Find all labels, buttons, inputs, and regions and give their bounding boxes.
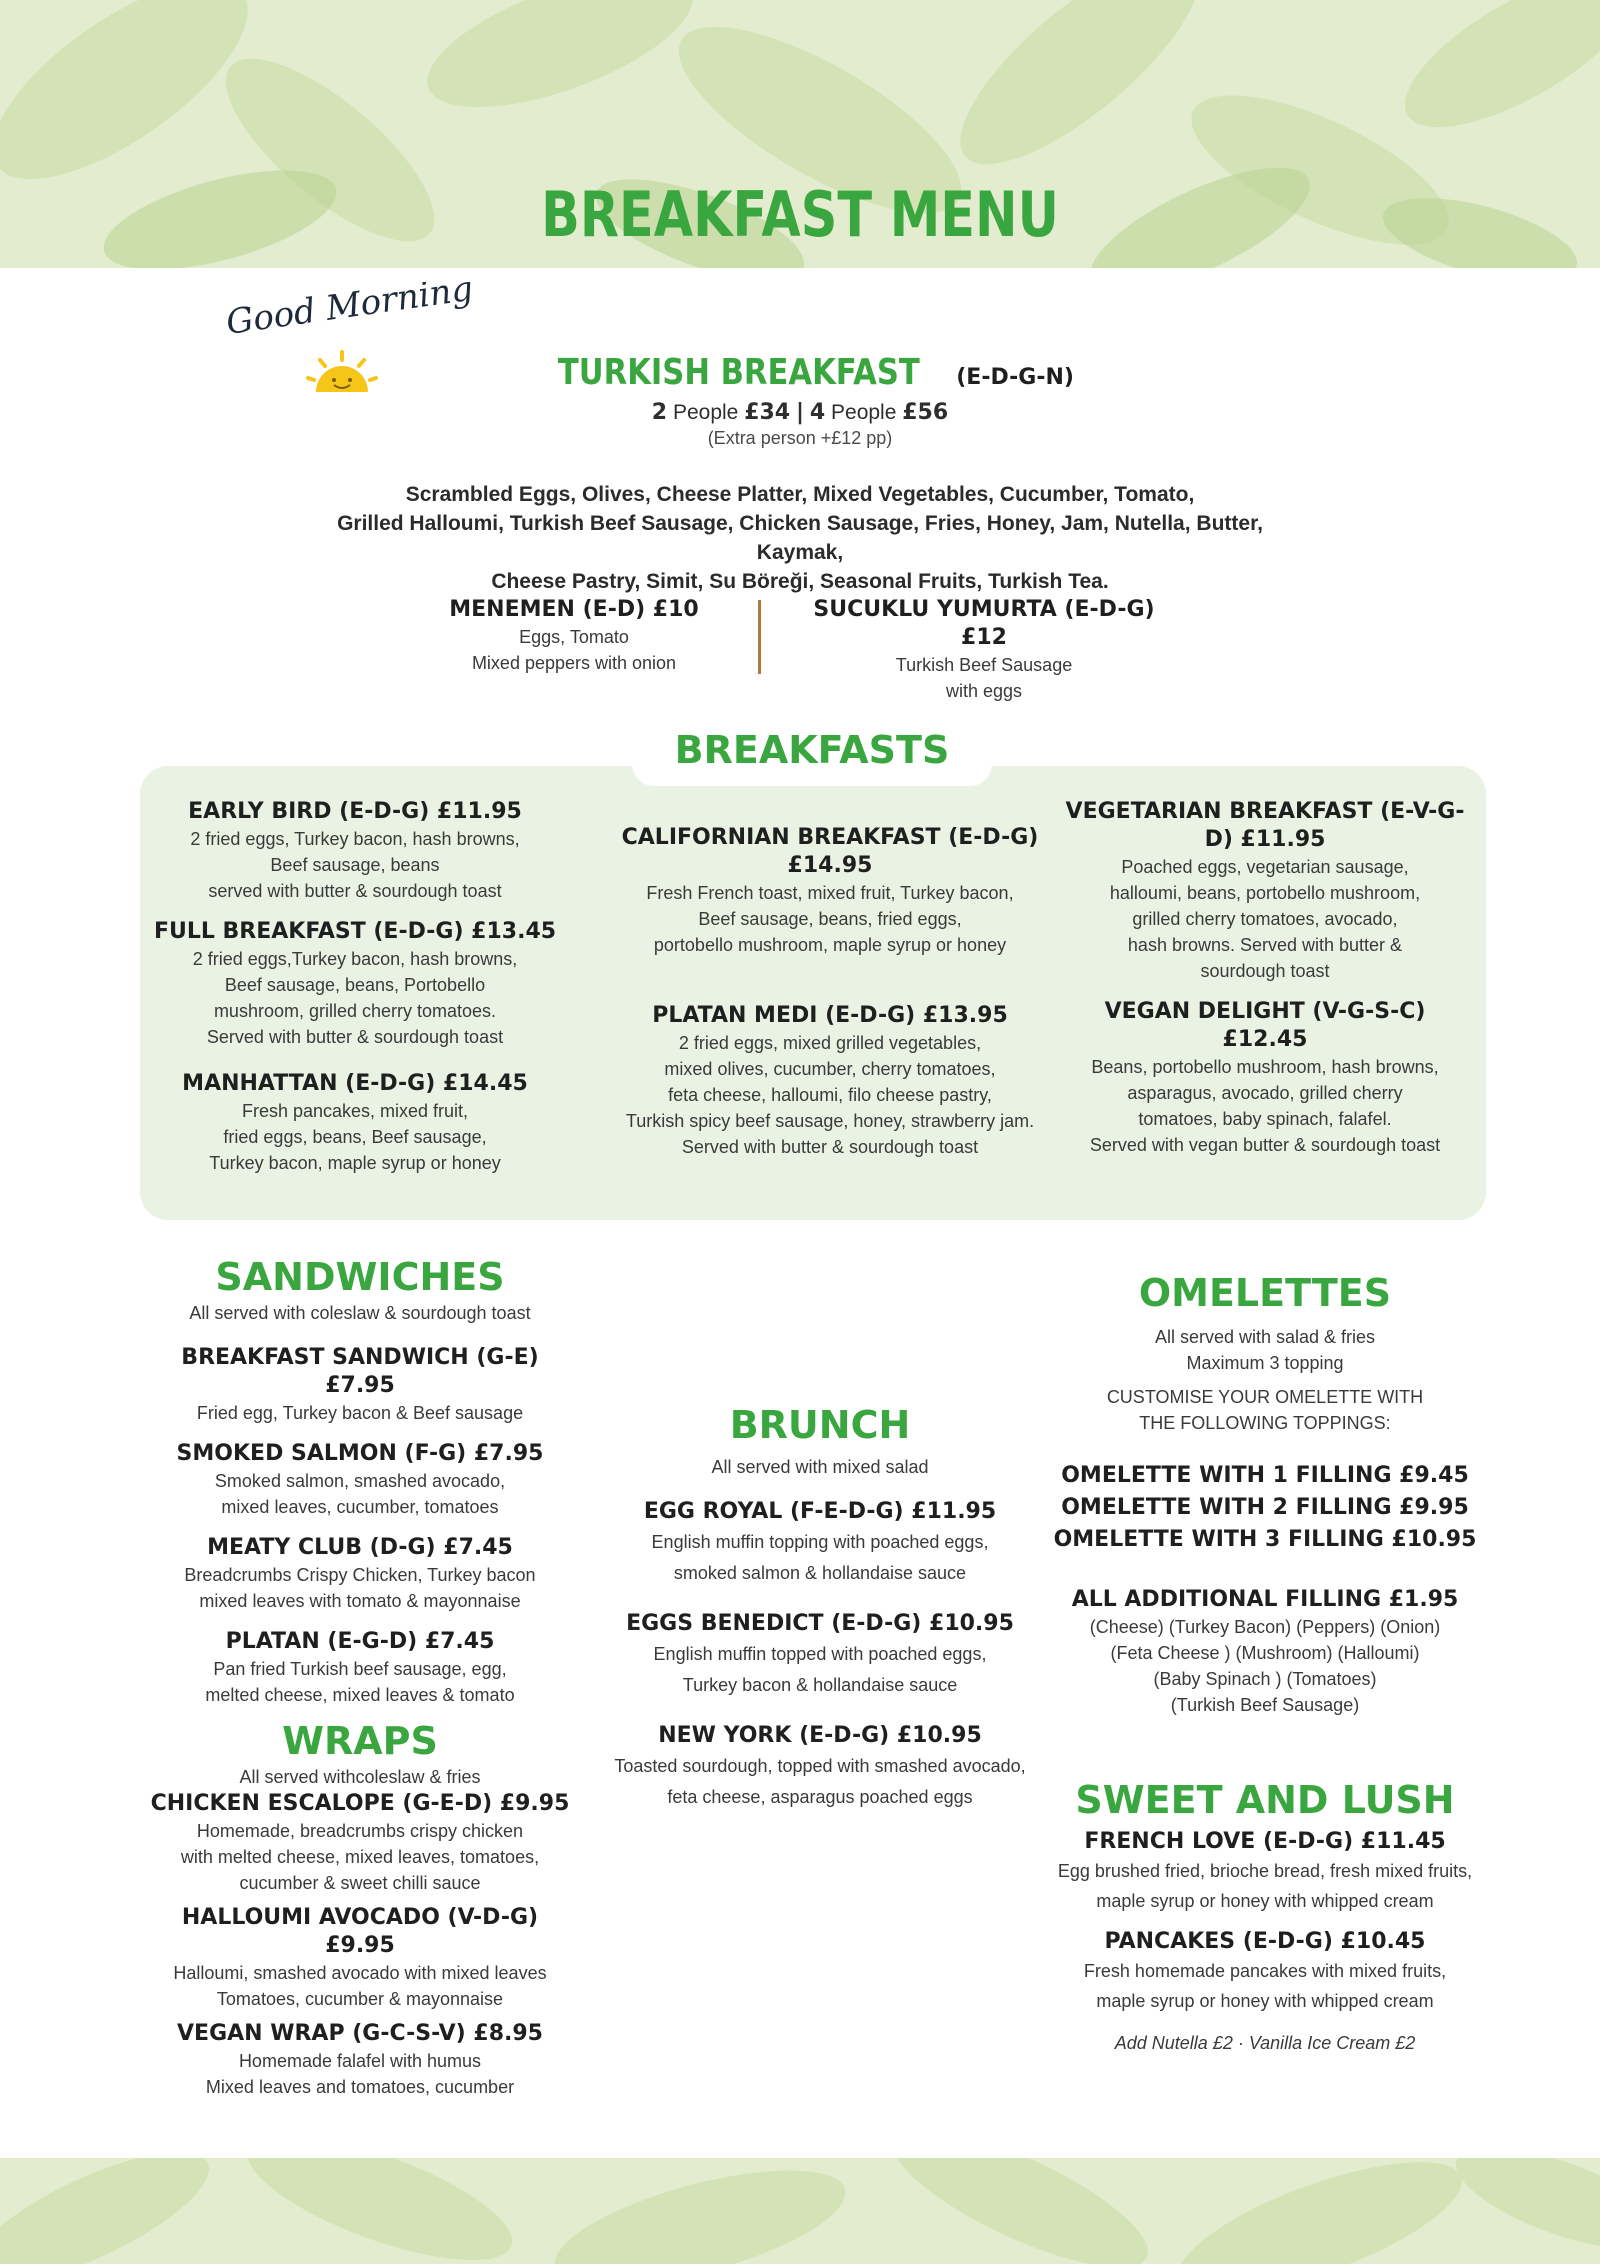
vertical-divider [758,600,761,674]
sweet-note: Add Nutella £2 · Vanilla Ice Cream £2 [1114,2033,1416,2053]
menu-item [150,918,560,1050]
ingredients-line: Grilled Halloumi, Turkish Beef Sausage, Chicken Sausage, Fries, Honey, Jam, Nutella, Butter, Kaymak, [337,512,1263,564]
extra-person-note: (Extra person +£12 pp) [707,428,893,448]
item-desc: halloumi, beans, portobello mushroom, [1109,883,1421,903]
sucuklu-desc: Turkish Beef Sausage [895,655,1073,675]
item-desc: cucumber & sweet chilli sauce [239,1873,481,1893]
sucuklu-item [804,596,1164,704]
menemen-desc: Mixed peppers with onion [471,653,677,673]
item-desc: Mixed leaves and tomatoes, cucumber [205,2077,515,2097]
item-desc: portobello mushroom, maple syrup or honey [653,935,1007,955]
price-2-people: £34 [744,400,791,425]
menemen-desc: Eggs, Tomato [519,627,629,647]
omelette-option: OMELETTE WITH 3 FILLING £10.95 [1053,1527,1477,1552]
item-desc: Beef sausage, beans, Portobello [224,975,486,995]
item-desc: hash browns. Served with butter & [1127,935,1403,955]
item-title: EGG ROYAL (F-E-D-G) £11.95 [643,1499,997,1524]
item-desc: Turkey bacon, maple syrup or honey [209,1153,501,1173]
item-desc: Served with butter & sourdough toast [206,1027,504,1047]
menu-item [150,1628,570,1708]
item-desc: 2 fried eggs, Turkey bacon, hash browns, [190,829,520,849]
item-title: SMOKED SALMON (F-G) £7.95 [176,1441,544,1466]
people-count-4: 4 [809,400,826,425]
menu-item [150,2020,570,2100]
item-title: CHICKEN ESCALOPE (G-E-D) £9.95 [150,1791,570,1816]
omelettes-subtitle: Maximum 3 topping [1186,1353,1344,1373]
item-desc: maple syrup or honey with whipped cream [1096,1891,1434,1911]
additional-filling-line: (Baby Spinach ) (Tomatoes) [1153,1669,1377,1689]
item-desc: sourdough toast [1200,961,1330,981]
item-desc: Fresh French toast, mixed fruit, Turkey bacon, [646,883,1014,903]
breakfasts-left-column [150,798,560,1190]
item-desc: Beef sausage, beans, fried eggs, [698,909,962,929]
item-title: MANHATTAN (E-D-G) £14.45 [182,1071,528,1096]
sandwiches-subtitle: All served with coleslaw & sourdough toast [189,1303,531,1323]
wraps-title: WRAPS [282,1719,438,1763]
omelette-option: OMELETTE WITH 2 FILLING £9.95 [1061,1495,1469,1520]
sucuklu-title: SUCUKLU YUMURTA (E-D-G) £12 [813,597,1155,650]
brunch-subtitle: All served with mixed salad [711,1457,929,1477]
item-desc: Fresh pancakes, mixed fruit, [241,1101,469,1121]
brunch-title: BRUNCH [729,1403,911,1447]
item-desc: smoked salmon & hollandaise sauce [673,1563,967,1583]
price-separator: | [795,400,805,425]
additional-filling-line: (Cheese) (Turkey Bacon) (Peppers) (Onion) [1089,1617,1441,1637]
item-desc: Beef sausage, beans [270,855,440,875]
item-desc: mixed leaves, cucumber, tomatoes [221,1497,499,1517]
item-desc: maple syrup or honey with whipped cream [1096,1991,1434,2011]
item-desc: tomatoes, baby spinach, falafel. [1138,1109,1392,1129]
item-title: VEGETARIAN BREAKFAST (E-V-G-D) £11.95 [1065,799,1465,852]
item-desc: mixed leaves with tomato & mayonnaise [199,1591,521,1611]
customise-text: THE FOLLOWING TOPPINGS: [1139,1413,1391,1433]
wraps-subtitle: All served withcoleslaw & fries [239,1767,481,1787]
item-desc: Served with vegan butter & sourdough toast [1089,1135,1441,1155]
item-desc: Egg brushed fried, brioche bread, fresh mixed fruits, [1057,1861,1473,1881]
item-desc: Beans, portobello mushroom, hash browns, [1091,1057,1439,1077]
item-desc: served with butter & sourdough toast [208,881,502,901]
item-desc: feta cheese, halloumi, filo cheese pastry, [668,1085,992,1105]
item-desc: Poached eggs, vegetarian sausage, [1121,857,1409,877]
additional-filling-line: (Turkish Beef Sausage) [1170,1695,1360,1715]
sandwiches-title: SANDWICHES [215,1255,505,1299]
item-desc: Tomatoes, cucumber & mayonnaise [216,1989,504,2009]
turkish-ingredients [300,480,1300,596]
item-title: EARLY BIRD (E-D-G) £11.95 [188,799,522,824]
customise-text: CUSTOMISE YOUR OMELETTE WITH [1106,1387,1424,1407]
item-desc: Breadcrumbs Crispy Chicken, Turkey bacon [184,1565,536,1585]
item-title: PLATAN MEDI (E-D-G) £13.95 [652,1003,1008,1028]
item-title: NEW YORK (E-D-G) £10.95 [658,1723,982,1748]
item-desc: grilled cherry tomatoes, avocado, [1132,909,1398,929]
menu-item [150,798,560,904]
ingredients-line: Scrambled Eggs, Olives, Cheese Platter, Mixed Vegetables, Cucumber, Tomato, [405,483,1195,506]
item-desc: Fried egg, Turkey bacon & Beef sausage [196,1403,524,1423]
menu-item [150,1070,560,1176]
item-desc: Homemade falafel with humus [238,2051,482,2071]
menu-item [150,1904,570,2012]
turkish-breakfast-heading [0,352,1600,393]
price-4-people: £56 [902,400,949,425]
item-desc: feta cheese, asparagus poached eggs [667,1787,973,1807]
omelette-option: OMELETTE WITH 1 FILLING £9.45 [1061,1463,1469,1488]
item-desc: mixed olives, cucumber, cherry tomatoes, [664,1059,996,1079]
item-desc: fried eggs, beans, Beef sausage, [223,1127,487,1147]
turkish-breakfast-code: (E-D-G-N) [956,365,1074,390]
brunch-section [600,1402,1040,1826]
turkish-breakfast-prices [0,400,1600,425]
people-label-4: People [831,401,897,424]
item-desc: with melted cheese, mixed leaves, tomatoes, [180,1847,540,1867]
item-title: FRENCH LOVE (E-D-G) £11.45 [1084,1829,1446,1854]
item-desc: 2 fried eggs, mixed grilled vegetables, [678,1033,982,1053]
menu-item [1040,1828,1490,1916]
menu-item [600,824,1060,958]
item-desc: Pan fried Turkish beef sausage, egg, [213,1659,507,1679]
people-count-2: 2 [651,400,668,425]
omelettes-title: OMELETTES [1138,1271,1392,1315]
sweet-title: SWEET AND LUSH [1075,1778,1455,1822]
sucuklu-desc: with eggs [945,681,1023,701]
menu-item [1060,998,1470,1158]
additional-filling-line: (Feta Cheese ) (Mushroom) (Halloumi) [1110,1643,1420,1663]
item-desc: Served with butter & sourdough toast [681,1137,979,1157]
svg-text:Good Morning: Good Morning [224,282,476,343]
item-desc: Turkish spicy beef sausage, honey, strawberry jam. [625,1111,1035,1131]
item-title: BREAKFAST SANDWICH (G-E) £7.95 [181,1345,539,1398]
leaf-pattern-icon [0,2158,1600,2264]
people-label-2: People [672,401,739,424]
turkish-breakfast-title: TURKISH BREAKFAST [558,352,920,393]
omelettes-section [1050,1270,1480,1718]
menemen-title: MENEMEN (E-D) £10 [449,597,699,622]
ingredients-line: Cheese Pastry, Simit, Su Böreği, Seasonal Fruits, Turkish Tea. [491,570,1109,593]
leaf-banner-bottom [0,2158,1600,2264]
item-desc: asparagus, avocado, grilled cherry [1127,1083,1403,1103]
item-desc: melted cheese, mixed leaves & tomato [205,1685,515,1705]
item-desc: English muffin topped with poached eggs, [653,1644,987,1664]
menu-item [600,1498,1040,1588]
item-title: HALLOUMI AVOCADO (V-D-G) £9.95 [181,1905,539,1958]
wraps-section [150,1718,570,2114]
item-title: EGGS BENEDICT (E-D-G) £10.95 [626,1611,1014,1636]
item-desc: Homemade, breadcrumbs crispy chicken [196,1821,524,1841]
menu-item [150,1440,570,1520]
page-title: BREAKFAST MENU [541,178,1059,251]
item-desc: mushroom, grilled cherry tomatoes. [213,1001,497,1021]
item-desc: Fresh homemade pancakes with mixed fruits, [1083,1961,1447,1981]
menu-item [600,1610,1040,1700]
sandwiches-section [150,1254,570,1722]
menu-item [600,1002,1060,1160]
breakfasts-title: BREAKFASTS [674,728,950,772]
menu-item [1060,798,1470,984]
item-desc: 2 fried eggs,Turkey bacon, hash browns, [192,949,518,969]
item-title: PANCAKES (E-D-G) £10.45 [1104,1929,1426,1954]
menemen-item [394,596,754,676]
menu-item [1040,1928,1490,2016]
item-title: MEATY CLUB (D-G) £7.45 [207,1535,513,1560]
item-desc: Turkey bacon & hollandaise sauce [682,1675,958,1695]
additional-filling-title: ALL ADDITIONAL FILLING £1.95 [1071,1587,1459,1612]
menu-item [600,1722,1040,1812]
item-title: FULL BREAKFAST (E-D-G) £13.45 [153,919,557,944]
menu-item [150,1344,570,1426]
item-desc: Halloumi, smashed avocado with mixed leaves [173,1963,547,1983]
sweet-section [1040,1772,1490,2056]
item-title: VEGAN WRAP (G-C-S-V) £8.95 [177,2021,543,2046]
item-title: PLATAN (E-G-D) £7.45 [225,1629,495,1654]
item-title: CALIFORNIAN BREAKFAST (E-D-G) £14.95 [621,825,1039,878]
item-title: VEGAN DELIGHT (V-G-S-C) £12.45 [1104,999,1426,1052]
item-desc: English muffin topping with poached eggs, [651,1532,989,1552]
breakfasts-middle-column [600,824,1060,1174]
menu-item [150,1790,570,1896]
omelettes-subtitle: All served with salad & fries [1154,1327,1376,1347]
item-desc: Smoked salmon, smashed avocado, [214,1471,506,1491]
item-desc: Toasted sourdough, topped with smashed avocado, [614,1756,1026,1776]
breakfasts-right-column [1060,798,1470,1172]
menu-item [150,1534,570,1614]
